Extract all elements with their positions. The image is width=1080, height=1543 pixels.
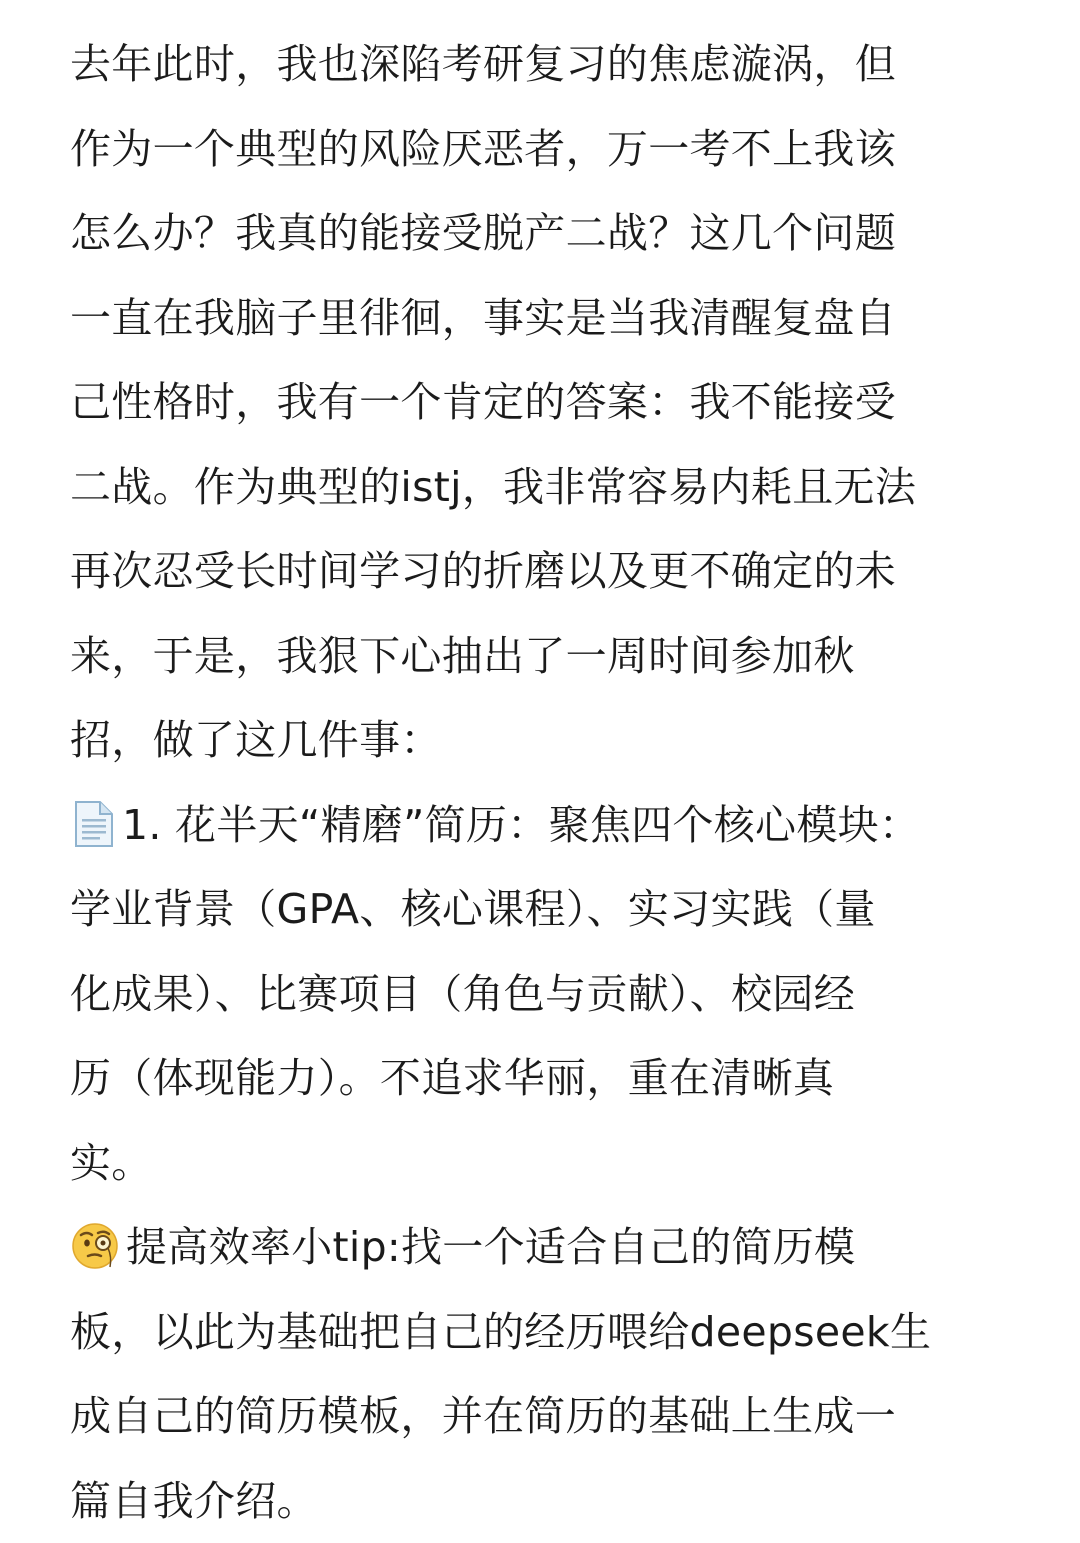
section-1-line: 学业背景（GPA、核心课程）、实习实践（量	[70, 867, 1020, 952]
paragraph-line: 二战。作为典型的istj，我非常容易内耗且无法	[70, 445, 1020, 530]
tip-line: 板，以此为基础把自己的经历喂给deepseek生	[70, 1290, 1020, 1375]
tip-line: 成自己的简历模板，并在简历的基础上生成一	[70, 1374, 1020, 1459]
paragraph-line: 来，于是，我狠下心抽出了一周时间参加秋	[70, 614, 1020, 699]
face-with-monocle-icon	[70, 1221, 120, 1271]
section-1-line: 实。	[70, 1121, 1020, 1206]
section-1-line: 历（体现能力）。不追求华丽，重在清晰真	[70, 1036, 1020, 1121]
paragraph-line: 招，做了这几件事：	[70, 698, 1020, 783]
section-1-line	[70, 783, 1020, 868]
tip-line	[70, 1205, 1020, 1290]
section-1-line: 化成果）、比赛项目（角色与贡献）、校园经	[70, 952, 1020, 1037]
section-1-title: 1. 花半天“精磨”简历：聚焦四个核心模块：	[122, 801, 920, 849]
paragraph-line: 一直在我脑子里徘徊，事实是当我清醒复盘自	[70, 276, 1020, 361]
article-body	[70, 22, 1020, 1543]
paragraph-line: 作为一个典型的风险厌恶者，万一考不上我该	[70, 107, 1020, 192]
paragraph-line: 怎么办？我真的能接受脱产二战？这几个问题	[70, 191, 1020, 276]
page-document-icon	[70, 799, 116, 849]
tip-title: 提高效率小tip:找一个适合自己的简历模	[126, 1223, 855, 1271]
paragraph-line: 去年此时，我也深陷考研复习的焦虑漩涡，但	[70, 22, 1020, 107]
tip-line: 篇自我介绍。	[70, 1459, 1020, 1543]
paragraph-line: 己性格时，我有一个肯定的答案：我不能接受	[70, 360, 1020, 445]
paragraph-line: 再次忍受长时间学习的折磨以及更不确定的未	[70, 529, 1020, 614]
